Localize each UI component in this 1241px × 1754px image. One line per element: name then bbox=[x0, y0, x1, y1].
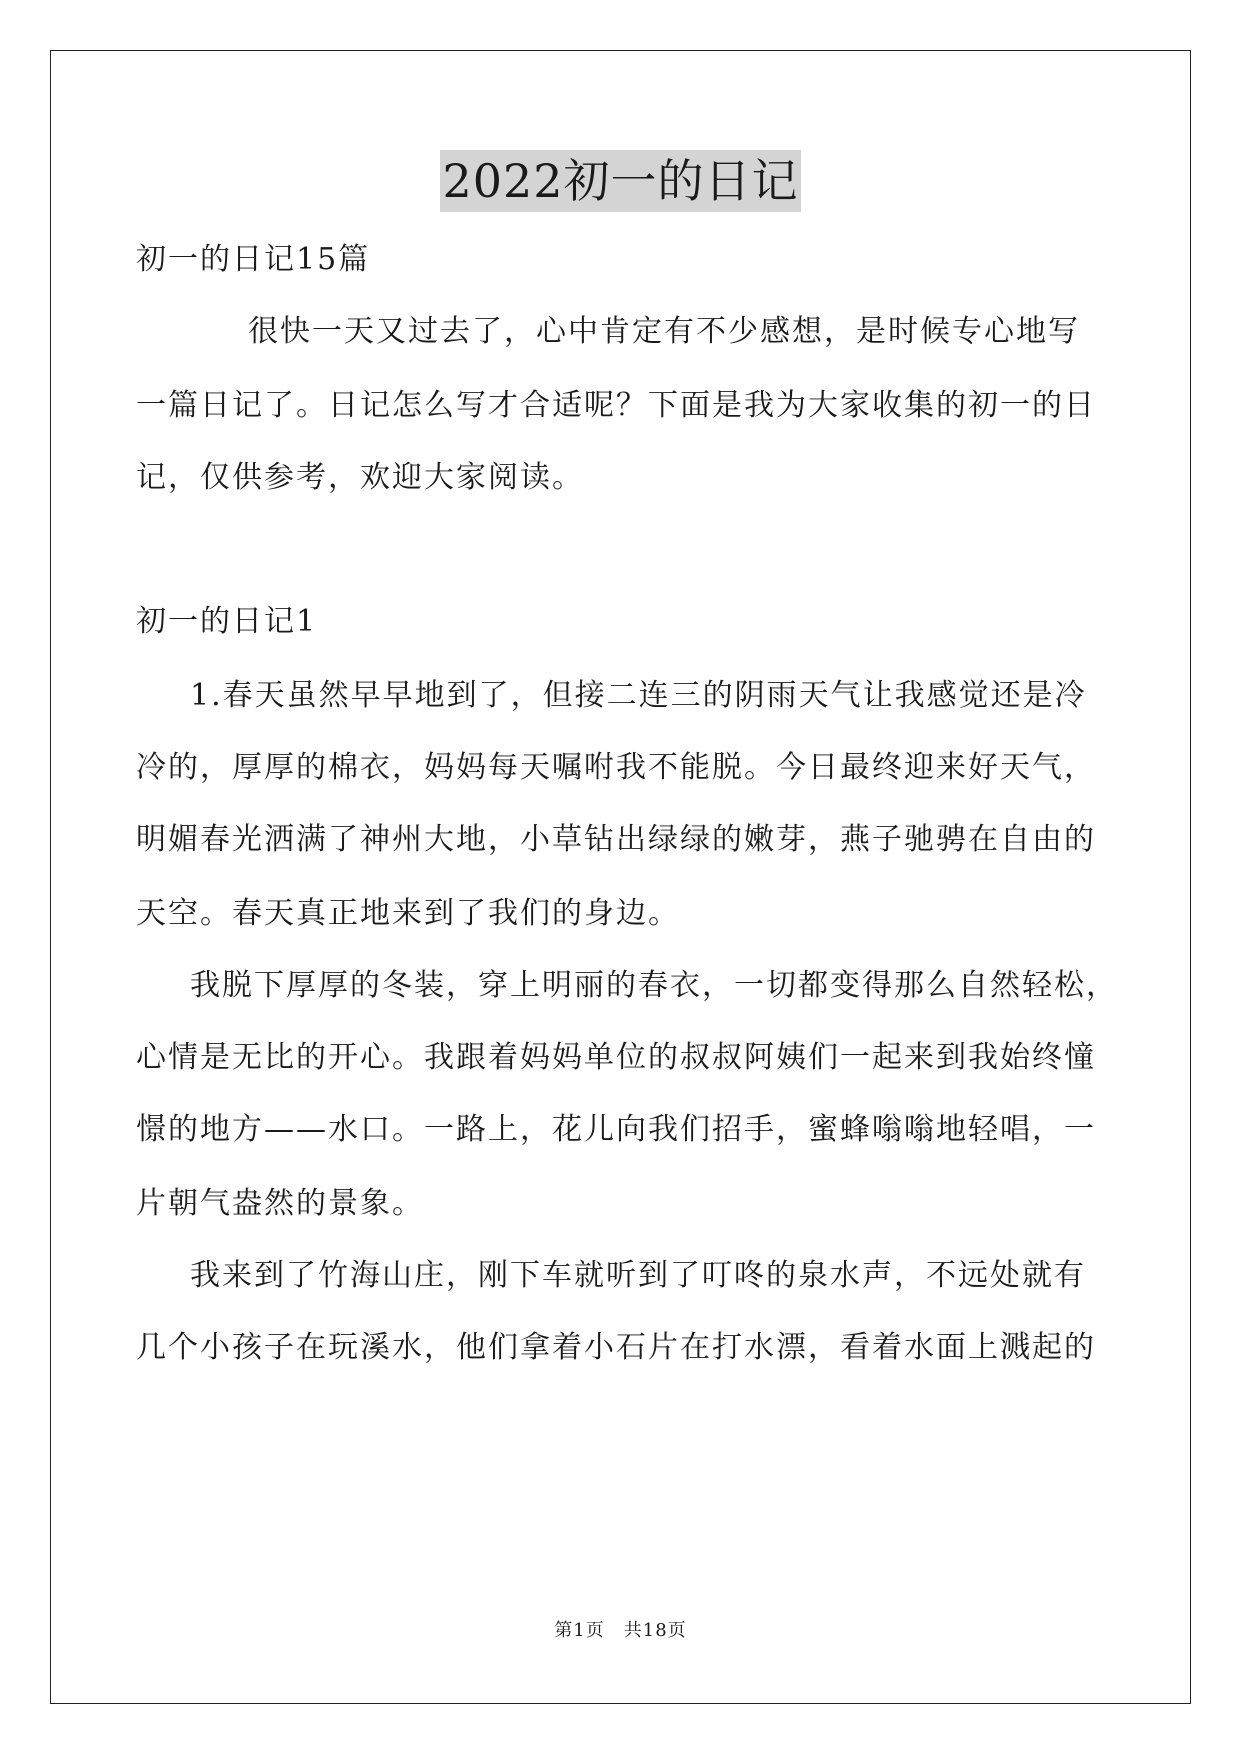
body-line: 几个小孩子在玩溪水，他们拿着小石片在打水漂，看着水面上溅起的 bbox=[136, 1330, 1096, 1365]
document-title: 2022初一的日记 bbox=[440, 150, 800, 212]
body-line: 冷的，厚厚的棉衣，妈妈每天嘱咐我不能脱。今日最终迎来好天气， bbox=[136, 750, 1096, 785]
title-container bbox=[0, 150, 1241, 212]
intro-line: 很快一天又过去了，心中肯定有不少感想，是时候专心地写 bbox=[248, 314, 1080, 349]
intro-line: 一篇日记了。日记怎么写才合适呢？下面是我为大家收集的初一的日 bbox=[136, 388, 1096, 423]
page-border bbox=[50, 50, 1191, 1704]
page-footer: 第1页 共18页 bbox=[554, 1620, 687, 1641]
body-line: 我脱下厚厚的冬装，穿上明丽的春衣，一切都变得那么自然轻松， bbox=[190, 968, 1118, 1003]
body-line: 1.春天虽然早早地到了，但接二连三的阴雨天气让我感觉还是冷 bbox=[190, 678, 1087, 713]
section-heading: 初一的日记1 bbox=[136, 604, 318, 639]
body-line: 天空。春天真正地来到了我们的身边。 bbox=[136, 896, 680, 931]
body-line: 明媚春光洒满了神州大地，小草钻出绿绿的嫩芽，燕子驰骋在自由的 bbox=[136, 822, 1096, 857]
body-line: 片朝气盎然的景象。 bbox=[136, 1186, 424, 1221]
body-line: 我来到了竹海山庄，刚下车就听到了叮咚的泉水声，不远处就有 bbox=[190, 1258, 1086, 1293]
body-line: 心情是无比的开心。我跟着妈妈单位的叔叔阿姨们一起来到我始终憧 bbox=[136, 1040, 1096, 1075]
intro-line: 记，仅供参考，欢迎大家阅读。 bbox=[136, 460, 584, 495]
body-line: 憬的地方——水口。一路上，花儿向我们招手，蜜蜂嗡嗡地轻唱，一 bbox=[136, 1112, 1096, 1147]
subtitle: 初一的日记15篇 bbox=[136, 242, 371, 277]
